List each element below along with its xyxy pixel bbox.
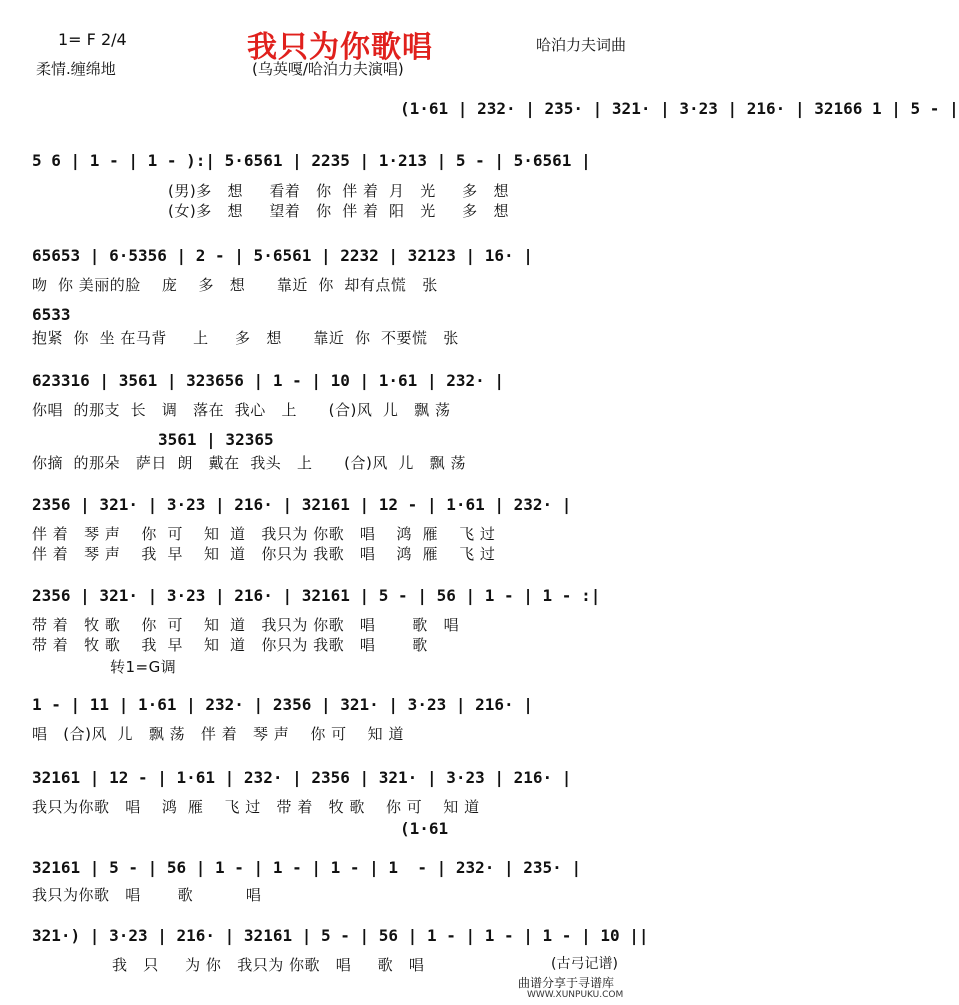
song-title: 我只为你歌唱: [247, 30, 433, 65]
notation-line: 321·) | 3·23 | 216· | 32161 | 5 - | 56 | 1 - | 1 - | 1 - | 10 ||: [32, 926, 649, 945]
notation-line: 2356 | 321· | 3·23 | 216· | 32161 | 12 - | 1·61 | 232· |: [32, 495, 572, 514]
lyric-line: 抱紧 你 坐 在马背 上 多 想 靠近 你 不要慌 张: [32, 329, 459, 347]
lyric-line: 伴 着 琴 声 你 可 知 道 我只为 你歌 唱 鸿 雁 飞 过: [32, 525, 496, 543]
notation-line: 5 6 | 1 - | 1 - ):| 5·6561 | 2235 | 1·213 | 5 - | 5·6561 |: [32, 151, 591, 170]
lyric-line: 我 只 为 你 我只为 你歌 唱 歌 唱: [112, 956, 425, 974]
lyric-line: 我只为你歌 唱 歌 唱: [32, 886, 262, 904]
lyric-line: 你唱 的那支 长 调 落在 我心 上 (合)风 儿 飘 荡: [32, 401, 451, 419]
lyric-line: 转1=G调: [110, 658, 177, 676]
lyric-line: 唱 (合)风 儿 飘 荡 伴 着 琴 声 你 可 知 道: [32, 725, 404, 743]
lyric-line: 伴 着 琴 声 我 早 知 道 你只为 我歌 唱 鸿 雁 飞 过: [32, 545, 496, 563]
lyric-line: 我只为你歌 唱 鸿 雁 飞 过 带 着 牧 歌 你 可 知 道: [32, 798, 480, 816]
singers-credit: (乌英嘎/哈泊力夫演唱): [252, 60, 404, 78]
composer-credit: 哈泊力夫词曲: [536, 36, 627, 54]
notation-line: (1·61 | 232· | 235· | 321· | 3·23 | 216· | 32166 1 | 5 - |: [400, 99, 959, 118]
transcriber-credit: (古弓记谱): [551, 956, 618, 972]
notation-line: 6533: [32, 305, 71, 324]
site-credit: 曲谱分享于寻谱库: [518, 976, 615, 990]
lyric-line: 带 着 牧 歌 你 可 知 道 我只为 你歌 唱 歌 唱: [32, 616, 460, 634]
lyric-line: (女)多 想 望着 你 伴 着 阳 光 多 想: [168, 202, 509, 220]
lyric-line: 你摘 的那朵 萨日 朗 戴在 我头 上 (合)风 儿 飘 荡: [32, 454, 466, 472]
notation-line: 32161 | 12 - | 1·61 | 232· | 2356 | 321· | 3·23 | 216· |: [32, 768, 572, 787]
lyric-line: 吻 你 美丽的脸 庞 多 想 靠近 你 却有点慌 张: [32, 276, 438, 294]
notation-line: 1 - | 11 | 1·61 | 232· | 2356 | 321· | 3·23 | 216· |: [32, 695, 533, 714]
notation-line: 2356 | 321· | 3·23 | 216· | 32161 | 5 - | 56 | 1 - | 1 - :|: [32, 586, 601, 605]
notation-line: 65653 | 6·5356 | 2 - | 5·6561 | 2232 | 32123 | 16· |: [32, 246, 533, 265]
site-url: WWW.XUNPUKU.COM: [527, 990, 624, 1000]
notation-line: 32161 | 5 - | 56 | 1 - | 1 - | 1 - | 1 - | 232· | 235· |: [32, 858, 582, 877]
notation-line: (1·61: [400, 819, 449, 838]
notation-line: 623316 | 3561 | 323656 | 1 - | 10 | 1·61 | 232· |: [32, 371, 505, 390]
lyric-line: 带 着 牧 歌 我 早 知 道 你只为 我歌 唱 歌: [32, 636, 428, 654]
lyric-line: (男)多 想 看着 你 伴 着 月 光 多 想: [168, 182, 509, 200]
notation-line: 3561 | 32365: [158, 430, 274, 449]
tempo-marking: 柔情.缠绵地: [36, 60, 116, 78]
key-signature: 1= F 2/4: [58, 30, 127, 49]
